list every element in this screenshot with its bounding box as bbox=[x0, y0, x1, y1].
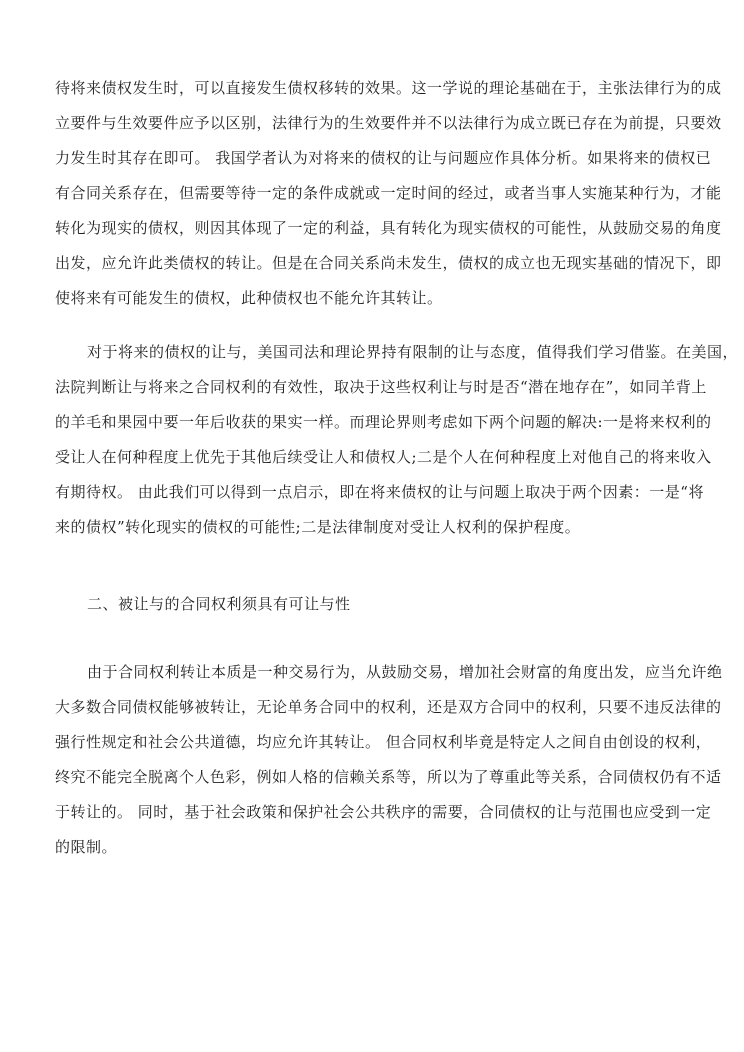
text-line: 由于合同权利转让本质是一种交易行为，从鼓励交易，增加社会财富的角度出发，应当允许绝 bbox=[87, 663, 723, 681]
text-line: 于转让的。 同时，基于社会政策和保护社会公共秩序的需要，合同债权的让与范围也应受到一定 bbox=[55, 803, 712, 821]
text-line: 的限制。 bbox=[55, 838, 118, 856]
text-line: 终究不能完全脱离个人色彩，例如人格的信赖关系等，所以为了尊重此等关系，合同债权仍有不适 bbox=[55, 768, 722, 786]
paragraph-transferability bbox=[55, 655, 723, 865]
text-line: 转化为现实的债权，则因其体现了一定的利益，具有转化为现实债权的可能性，从鼓励交易的角度 bbox=[55, 219, 722, 237]
text-line: 出发，应允许此类债权的转让。但是在合同关系尚未发生，债权的成立也无现实基础的情况下，即 bbox=[55, 254, 722, 272]
text-line: 有合同关系存在，但需要等待一定的条件成就或一定时间的经过，或者当事人实施某种行为，才能 bbox=[55, 184, 722, 202]
text-line: 对于将来的债权的让与，美国司法和理论界持有限制的让与态度，值得我们学习借鉴。在美国， bbox=[87, 343, 739, 361]
text-line: 有期待权。 由此我们可以得到一点启示，即在将来债权的让与问题上取决于两个因素：一是“将 bbox=[55, 483, 704, 501]
paragraph-future-claims-analysis bbox=[55, 71, 722, 316]
text-line: 强行性规定和社会公共道德，均应允许其转让。 但合同权利毕竟是特定人之间自由创设的权利， bbox=[55, 733, 712, 751]
text-line: 受让人在何种程度上优先于其他后续受让人和债权人;二是个人在何种程度上对他自己的将来收入 bbox=[55, 448, 712, 466]
text-line: 使将来有可能发生的债权，此种债权也不能允许其转让。 bbox=[55, 289, 443, 307]
text-line: 来的债权”转化现实的债权的可能性;二是法律制度对受让人权利的保护程度。 bbox=[55, 518, 581, 536]
text-line: 的羊毛和果园中要一年后收获的果实一样。而理论界则考虑如下两个问题的解决:一是将来权利的 bbox=[55, 413, 712, 431]
heading-text: 二、被让与的合同权利须具有可让与性 bbox=[87, 595, 351, 613]
text-line: 待将来债权发生时，可以直接发生债权移转的效果。这一学说的理论基础在于，主张法律行为的成 bbox=[55, 79, 722, 97]
paragraph-us-approach bbox=[55, 335, 739, 545]
text-line: 大多数合同债权能够被转让，无论单务合同中的权利，还是双方合同中的权利，只要不违反法律的 bbox=[55, 698, 722, 716]
text-line: 立要件与生效要件应予以区别，法律行为的生效要件并不以法律行为成立既已存在为前提，只要效 bbox=[55, 114, 722, 132]
section-heading bbox=[55, 587, 691, 622]
text-line: 法院判断让与将来之合同权利的有效性，取决于这些权利让与时是否“潜在地存在”，如同羊背上 bbox=[55, 378, 707, 396]
text-line: 力发生时其存在即可。 我国学者认为对将来的债权的让与问题应作具体分析。如果将来的债权已 bbox=[55, 149, 712, 167]
